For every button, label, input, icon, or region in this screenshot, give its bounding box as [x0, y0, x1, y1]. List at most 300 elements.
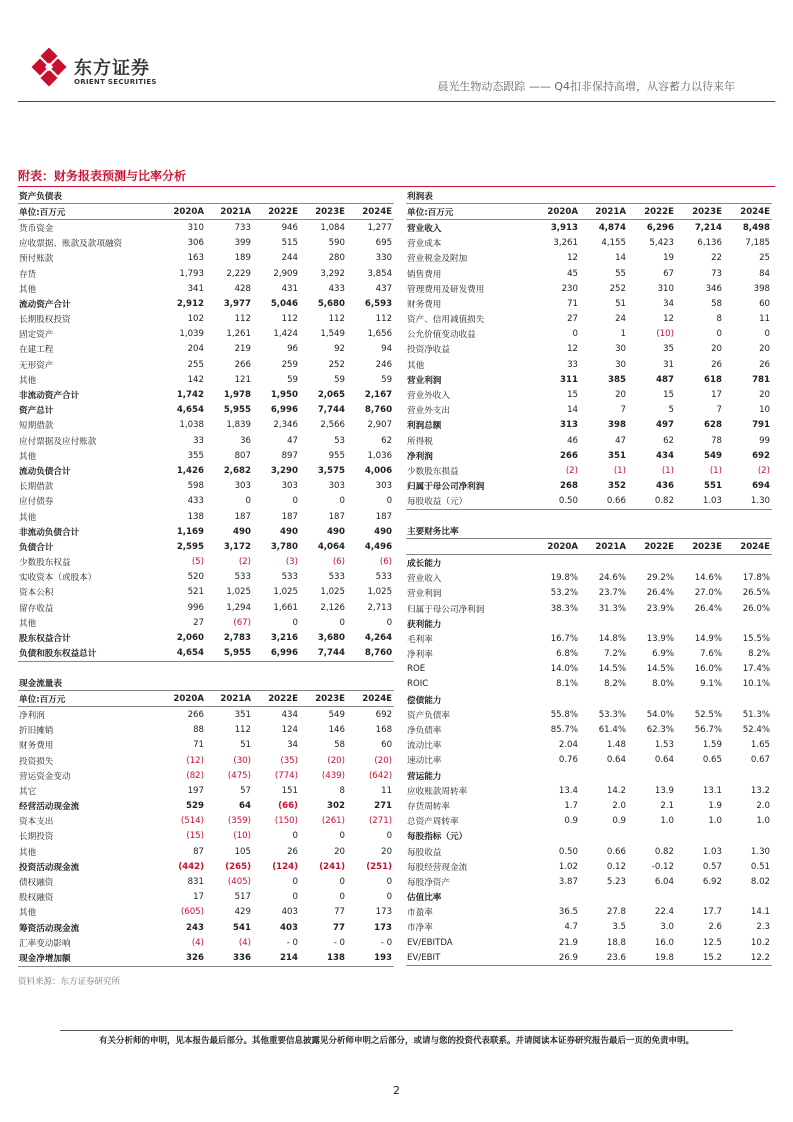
cell-value: 533 [328, 572, 345, 583]
cell-value: 62 [381, 435, 393, 446]
cell-value: 1,742 [176, 390, 204, 401]
cell-value: 429 [234, 907, 251, 918]
row-label: 在建工程 [19, 345, 54, 356]
cell-value: 16.7% [550, 633, 578, 644]
cell-value: 0.67 [750, 755, 771, 766]
table-row [18, 829, 394, 844]
cell-value: 5 [668, 405, 674, 416]
cell-value [724, 692, 772, 707]
cell-value: 8,760 [347, 646, 394, 662]
cell-value [580, 768, 628, 783]
cell-value: 0 [386, 617, 393, 628]
cell-value: 17 [193, 892, 204, 903]
cell-value: 436 [656, 481, 674, 492]
cell-value: (2) [757, 465, 771, 476]
cell-value: 45 [567, 268, 578, 279]
cell-value: 2,595 [176, 541, 204, 552]
row-label: 每股经营现金流 [407, 862, 468, 873]
cell-value: 1,169 [176, 526, 204, 537]
cell-value: 252 [609, 283, 626, 294]
row-label: 股东权益合计 [19, 634, 71, 645]
cell-value: 61.4% [598, 725, 626, 736]
table-title: 现金流量表 [18, 675, 394, 691]
row-label: 营业外支出 [407, 406, 450, 417]
cell-value: 14.8% [598, 633, 626, 644]
cell-value: 102 [187, 314, 204, 325]
cell-value: 214 [253, 950, 300, 966]
cell-value: 1,038 [179, 420, 204, 431]
cell-value: 6.8% [556, 649, 578, 660]
cell-value: 0 [339, 831, 345, 842]
cell-value: 13.1 [702, 785, 722, 796]
cell-value: (82) [186, 770, 204, 781]
cell-value: 0 [339, 877, 345, 888]
cell-value: 31 [663, 359, 674, 370]
column-header: 2023E [676, 204, 724, 220]
cell-value: 0.66 [580, 494, 628, 510]
table-row [406, 859, 772, 874]
table-row [406, 935, 772, 950]
cell-value: 163 [187, 253, 204, 264]
table-row [18, 524, 394, 539]
table-row [18, 220, 394, 236]
cell-value: 60 [759, 298, 771, 309]
row-label: 其他 [19, 618, 37, 629]
cell-value: 77 [334, 907, 345, 918]
cell-value: 6.04 [654, 876, 674, 887]
cell-value: 85.7% [550, 725, 578, 736]
cell-value: 55 [615, 268, 626, 279]
cell-value: 16.0 [654, 937, 674, 948]
column-header: 2021A [580, 204, 628, 220]
cell-value: 0 [339, 496, 345, 507]
row-label: 其他 [19, 375, 37, 386]
cell-value: 781 [752, 374, 771, 385]
cell-value: 187 [281, 511, 298, 522]
cell-value: 7,744 [300, 646, 347, 662]
row-label: 营运资金变动 [19, 771, 71, 782]
table-row [18, 312, 394, 327]
row-label: 负债和股东权益总计 [18, 646, 156, 662]
cell-value: 0 [245, 496, 251, 507]
cell-value: 20 [759, 344, 771, 355]
cell-value [676, 890, 724, 905]
table-row [18, 266, 394, 281]
cell-value: 490 [374, 526, 393, 537]
cell-value: 96 [287, 344, 298, 355]
cell-value: 58 [334, 740, 345, 751]
table-row [406, 905, 772, 920]
cell-value: 4,006 [364, 465, 393, 476]
cell-value: 23.9% [646, 603, 674, 614]
cell-value: 628 [704, 420, 722, 431]
cell-value: 399 [234, 238, 251, 249]
cell-value: 1.30 [724, 494, 772, 510]
cell-value: 11 [381, 785, 393, 796]
row-label: 财务费用 [19, 741, 54, 752]
table-row [18, 342, 394, 357]
table-row [406, 783, 772, 798]
row-label: 短期借款 [19, 421, 54, 432]
row-label: ROIC [407, 679, 429, 690]
cell-value: (15) [186, 831, 204, 842]
row-label: 现金净增加额 [18, 950, 156, 966]
column-header: 2022E [253, 691, 300, 707]
cell-value: 92 [334, 344, 345, 355]
cell-value: 0 [386, 877, 393, 888]
column-header: 2020A [156, 204, 206, 220]
row-label: 其它 [19, 786, 37, 797]
cell-value: 517 [234, 892, 251, 903]
row-label: 少数股东权益 [19, 558, 71, 569]
cell-value: 1.65 [750, 740, 771, 751]
cell-value: 433 [187, 496, 204, 507]
cell-value: 6,996 [270, 405, 298, 416]
cell-value: 187 [234, 511, 251, 522]
cell-value: -0.12 [651, 861, 674, 872]
cell-value: 27.8 [606, 907, 626, 918]
row-label: 长期投资 [19, 832, 54, 843]
cell-value: (605) [180, 907, 204, 918]
row-label: 少数股东损益 [407, 466, 459, 477]
cell-value [724, 829, 772, 844]
cell-value: 14 [615, 253, 626, 264]
table-row [18, 570, 394, 585]
cell-value: 27 [567, 314, 578, 325]
cell-value: 142 [187, 374, 204, 385]
table-row [18, 372, 394, 387]
cell-value: 303 [281, 481, 298, 492]
cell-value: 4,874 [598, 222, 626, 233]
cell-value: 259 [281, 359, 298, 370]
cell-value: 1.03 [702, 846, 722, 857]
cell-value: 695 [375, 238, 393, 249]
cell-value: 29.2% [646, 573, 674, 584]
table-row [406, 814, 772, 829]
cell-value: 51 [615, 298, 626, 309]
table-header-row [18, 204, 394, 220]
cell-value: 59 [334, 374, 345, 385]
row-label: 净负债率 [407, 726, 442, 737]
cell-value: 78 [711, 435, 722, 446]
cell-value: 0.64 [606, 755, 626, 766]
cell-value: 3,913 [550, 222, 578, 233]
table-row [18, 509, 394, 524]
row-label: 营业收入 [407, 574, 442, 585]
cell-value: 1.7 [564, 800, 578, 811]
row-label: 归属于母公司净利润 [407, 604, 485, 615]
cell-value: 490 [280, 526, 298, 537]
cell-value: 19 [663, 253, 674, 264]
cell-value: 1,294 [226, 602, 251, 613]
cell-value: 598 [187, 481, 204, 492]
cell-value: 189 [234, 253, 251, 264]
row-label: 投资损失 [19, 756, 54, 767]
cell-value: 77 [333, 922, 345, 933]
cell-value: 0 [386, 496, 393, 507]
row-label: EV/EBIT [406, 950, 532, 966]
cell-value: 17.8% [742, 573, 771, 584]
table-row [18, 783, 394, 798]
cell-value: 26 [759, 359, 771, 370]
cell-value: 46 [567, 435, 578, 446]
cell-value: 64 [239, 801, 251, 812]
cell-value: 3,575 [317, 465, 345, 476]
column-header: 单位:百万元 [18, 204, 156, 220]
cell-value: 487 [656, 374, 674, 385]
table-row [406, 950, 772, 966]
cell-value: 51.3% [742, 709, 771, 720]
cell-value: 34 [287, 740, 298, 751]
cell-value: 533 [234, 572, 251, 583]
row-label: 利润总额 [407, 421, 442, 432]
cell-value: 1,025 [273, 587, 298, 598]
cell-value: 8.02 [750, 876, 771, 887]
cell-value: 99 [759, 435, 771, 446]
cell-value: 352 [608, 481, 626, 492]
cell-value [532, 890, 580, 905]
cell-value: 533 [281, 572, 298, 583]
table-row [406, 433, 772, 448]
cell-value: 1.53 [654, 740, 674, 751]
table-title-row [406, 188, 772, 204]
cell-value [580, 890, 628, 905]
row-label: 偿债能力 [407, 695, 442, 706]
cell-value: (2) [238, 557, 251, 568]
column-header: 2023E [300, 691, 347, 707]
cell-value: (251) [366, 861, 393, 872]
cell-value: 0.9 [564, 816, 578, 827]
table-row [406, 753, 772, 768]
row-label: 毛利率 [407, 634, 433, 645]
cell-value: 3.5 [612, 922, 626, 933]
row-label: 资产总计 [19, 406, 54, 417]
column-header: 2020A [532, 204, 580, 220]
row-label: 营业利润 [407, 375, 442, 386]
cell-value [580, 829, 628, 844]
cell-value: 1.59 [702, 740, 722, 751]
row-label: 速动比率 [407, 756, 442, 767]
cell-value: 193 [347, 950, 394, 966]
cell-value: 8 [339, 785, 345, 796]
cell-value: 2,060 [176, 633, 204, 644]
table-title: 主要财务比率 [406, 523, 772, 539]
cell-value: 541 [233, 922, 251, 933]
cell-value: 13.9% [646, 633, 674, 644]
cell-value [580, 616, 628, 631]
cell-value: 47 [615, 435, 626, 446]
cell-value [724, 555, 772, 571]
row-label: 营运能力 [407, 771, 442, 782]
cell-value: 33 [567, 359, 578, 370]
cell-value: 21.9 [558, 937, 578, 948]
table-row [406, 798, 772, 813]
cell-value: 15.5% [742, 633, 771, 644]
cell-value: 52.4% [742, 725, 771, 736]
cell-value: 33 [193, 435, 204, 446]
cell-value: 8 [716, 314, 722, 325]
cell-value: 138 [300, 950, 347, 966]
column-header: 2024E [724, 539, 772, 555]
cell-value: 0.82 [628, 494, 676, 510]
cell-value: 173 [374, 922, 393, 933]
cell-value: 59 [381, 374, 393, 385]
cell-value: 20 [759, 390, 771, 401]
cell-value: (67) [233, 617, 251, 628]
table-row [406, 236, 772, 251]
cell-value: 24 [615, 314, 626, 325]
cell-value: 4,155 [601, 238, 626, 249]
cell-value: - 0 [333, 937, 345, 948]
cell-value: 14.0% [550, 664, 578, 675]
row-label: 每股收益 [407, 847, 442, 858]
cell-value: 38.3% [550, 603, 578, 614]
cell-value: 53.3% [598, 709, 626, 720]
cell-value: 14 [567, 405, 578, 416]
cell-value: 6,136 [697, 238, 722, 249]
cell-value: 26.9 [532, 950, 580, 966]
row-label: 长期借款 [19, 482, 54, 493]
table-row [18, 251, 394, 266]
table-row [18, 403, 394, 418]
cell-value: 13.4 [558, 785, 578, 796]
column-header: 单位:百万元 [18, 691, 156, 707]
row-label: 归属于母公司净利润 [407, 482, 485, 493]
cell-value: 733 [234, 222, 251, 233]
cell-value: 549 [328, 709, 345, 720]
table-row [406, 281, 772, 296]
table-row [406, 616, 772, 631]
cell-value [532, 555, 580, 571]
table-row [406, 387, 772, 402]
cell-value: 47 [287, 435, 298, 446]
cell-value: 1.30 [750, 846, 771, 857]
cell-value: 2,907 [367, 420, 393, 431]
cell-value: 1,036 [367, 450, 393, 461]
cell-value: (150) [274, 816, 298, 827]
cell-value [580, 555, 628, 571]
cell-value: 24.6% [598, 573, 626, 584]
cell-value [724, 616, 772, 631]
cell-value: (241) [319, 861, 345, 872]
cell-value: 112 [234, 725, 251, 736]
cell-value: 246 [375, 359, 393, 370]
table-row [18, 615, 394, 630]
table-row [406, 844, 772, 859]
cell-value: (359) [227, 816, 251, 827]
cell-value: 14.9% [694, 633, 722, 644]
cell-value: 694 [752, 481, 771, 492]
cell-value: 26 [287, 846, 298, 857]
table-row [18, 387, 394, 402]
cell-value [628, 555, 676, 571]
cell-value: 0.51 [750, 861, 771, 872]
column-header: 2024E [724, 204, 772, 220]
cell-value: 1,656 [367, 329, 393, 340]
cell-value: (475) [227, 770, 251, 781]
cell-value: (6) [332, 557, 345, 568]
cell-value: 490 [327, 526, 345, 537]
cell-value: 0.12 [606, 861, 626, 872]
cell-value: 0 [292, 496, 298, 507]
cell-value: 5.23 [606, 876, 626, 887]
cell-value: (514) [180, 816, 204, 827]
cell-value: 311 [560, 374, 578, 385]
cell-value: 12 [567, 344, 578, 355]
table-row [18, 357, 394, 372]
appendix-divider [18, 186, 775, 187]
report-title: 晨光生物动态跟踪 —— Q4扣非保持高增，从容蓄力以待来年 [437, 80, 735, 93]
cell-value [628, 890, 676, 905]
cell-value: 2,912 [176, 298, 204, 309]
cell-value: 355 [187, 450, 204, 461]
cell-value: (265) [225, 861, 251, 872]
cell-value: 434 [281, 709, 298, 720]
cell-value: 14.6% [694, 573, 722, 584]
cell-value: 3.87 [558, 876, 578, 887]
cell-value: 55.8% [550, 709, 578, 720]
cell-value: 26 [711, 359, 722, 370]
cell-value: 151 [281, 785, 298, 796]
cell-value: 433 [328, 283, 345, 294]
cell-value: 1,277 [367, 222, 393, 233]
cell-value: (10) [233, 831, 251, 842]
table-row [406, 647, 772, 662]
cell-value: 3,261 [553, 238, 578, 249]
cell-value: 0.64 [654, 755, 674, 766]
logo-mark-icon [30, 48, 70, 88]
cell-value: 0.66 [606, 846, 626, 857]
cell-value: (439) [321, 770, 345, 781]
cell-value: 0.65 [702, 755, 722, 766]
cell-value: 25 [759, 253, 771, 264]
row-label: 其他 [19, 284, 37, 295]
cell-value: 54.0% [646, 709, 674, 720]
cell-value: 266 [560, 450, 578, 461]
table-row [18, 539, 394, 554]
cell-value: 9.1% [700, 679, 722, 690]
cell-value: 0.50 [558, 846, 578, 857]
row-label: 财务费用 [407, 299, 442, 310]
cell-value: 187 [328, 511, 345, 522]
cell-value: 4,654 [176, 405, 204, 416]
cell-value: 30 [615, 344, 626, 355]
cell-value [628, 616, 676, 631]
table-row [406, 220, 772, 236]
cell-value: 12.2 [724, 950, 772, 966]
page-number: 2 [393, 1084, 400, 1097]
cell-value [580, 692, 628, 707]
cell-value: 17 [711, 390, 722, 401]
cell-value: 20 [334, 846, 345, 857]
table-row [18, 723, 394, 738]
cell-value: (4) [191, 937, 204, 948]
row-label: 折旧摊销 [19, 726, 54, 737]
cell-value: 280 [328, 253, 345, 264]
table-row [18, 874, 394, 889]
cell-value: 0 [292, 831, 298, 842]
cell-value: 230 [561, 283, 578, 294]
cell-value: 398 [608, 420, 626, 431]
table-row [18, 890, 394, 905]
row-label: ROE [407, 664, 426, 675]
cell-value: 112 [281, 314, 298, 325]
cell-value: 385 [608, 374, 626, 385]
data-source-note: 资料来源：东方证券研究所 [18, 977, 121, 987]
cell-value: 59 [287, 374, 298, 385]
cell-value: (261) [321, 816, 345, 827]
cell-value: 73 [711, 268, 722, 279]
